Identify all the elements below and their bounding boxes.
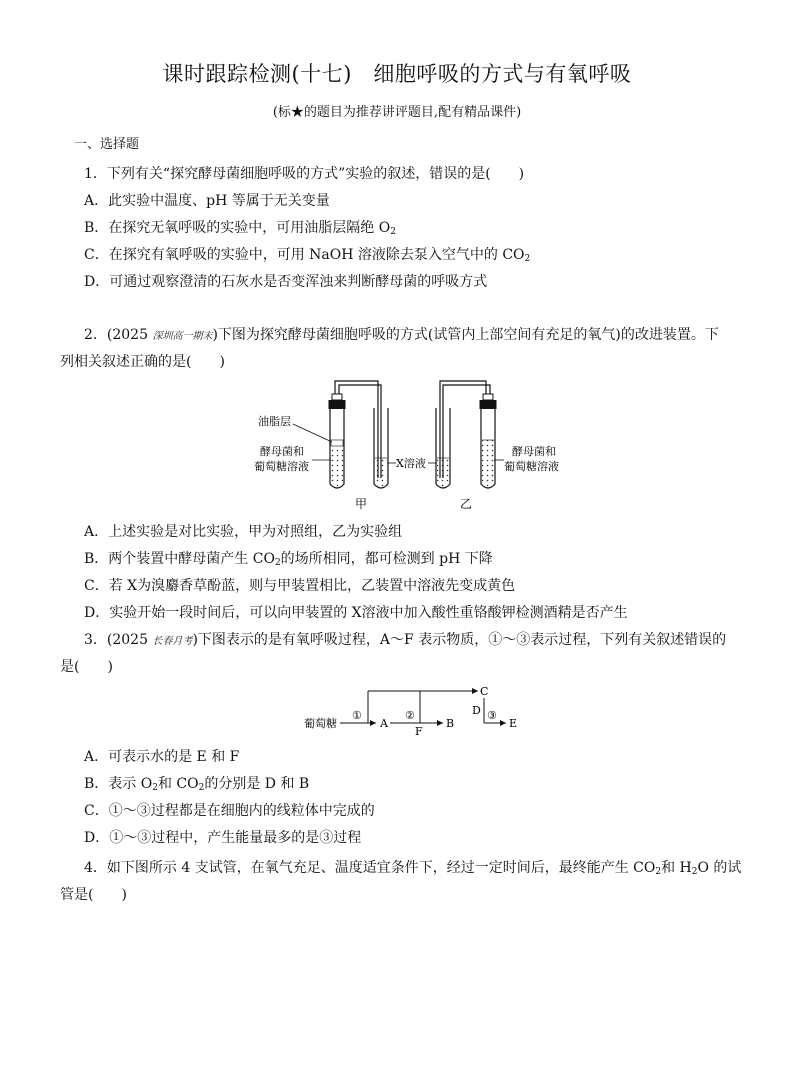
step-3-label: ③ <box>487 709 497 722</box>
glucose-label: 葡萄糖 <box>304 717 337 730</box>
substance-c-label: C <box>480 685 489 698</box>
page-subtitle: (标★的题目为推荐讲评题目,配有精品课件) <box>272 105 522 120</box>
substance-a-label: A <box>380 717 388 730</box>
q3-option-b: B．表示 $O_2$和 $CO_2$的分别是 D 和 B <box>84 776 310 793</box>
jia-yeast-tube <box>329 394 346 488</box>
q3-option-c: C．①～③过程都是在细胞内的线粒体中完成的 <box>84 803 375 819</box>
yeast-label-right-1: 酵母菌和 <box>512 445 556 458</box>
yi-yeast-tube <box>480 394 497 488</box>
q3-stem: 3．(2025 长春月考)下图表示的是有氧呼吸过程，A～F 表示物质，①～③表示过程，下列有关叙述错误的 <box>84 632 727 648</box>
x-solution-label: X溶液 <box>396 457 426 470</box>
substance-b-label: B <box>446 717 455 730</box>
q3-respiration-diagram <box>300 683 530 738</box>
step-2-label: ② <box>405 709 415 722</box>
q1-option-b: B．在探究无氧呼吸的实验中，可用油脂层隔绝 $O_2$ <box>84 220 396 237</box>
q1-option-a: A．此实验中温度、pH 等属于无关变量 <box>84 193 330 209</box>
step-1-label: ① <box>352 709 362 722</box>
yeast-label-left-2: 葡萄糖溶液 <box>254 460 309 473</box>
q2-option-d: D．实验开始一段时间后，可以向甲装置的 X溶液中加入酸性重铬酸钾检测酒精是否产生 <box>84 605 628 621</box>
q3-source: 长春月考 <box>152 636 193 647</box>
q2-apparatus-figure <box>250 378 570 513</box>
label-jia: 甲 <box>355 497 368 511</box>
oil-layer-label: 油脂层 <box>258 415 291 428</box>
section-heading: 一、选择题 <box>74 137 140 152</box>
q2-option-b: B．两个装置中酵母菌产生 $CO_2$的场所相同，都可检测到 pH 下降 <box>84 551 493 568</box>
q2-stem: 2．(2025 深圳高一期末)下图为探究酵母菌细胞呼吸的方式(试管内上部空间有充足的氧气)的改进装置。下 <box>84 327 719 343</box>
substance-e-label: E <box>509 717 518 730</box>
q3-option-a: A．可表示水的是 E 和 F <box>84 749 240 765</box>
q2-stem-line2: 列相关叙述正确的是( ) <box>60 354 225 370</box>
q2-option-c: C．若 X为溴麝香草酚蓝，则与甲装置相比，乙装置中溶液先变成黄色 <box>84 578 516 594</box>
label-yi: 乙 <box>460 497 473 511</box>
q4-stem-line2: 管是( ) <box>60 887 127 903</box>
q1-option-d: D．可通过观察澄清的石灰水是否变浑浊来判断酵母菌的呼吸方式 <box>84 274 488 290</box>
yeast-label-left-1: 酵母菌和 <box>260 445 304 458</box>
q1-stem: 1．下列有关“探究酵母菌细胞呼吸的方式”实验的叙述，错误的是( ) <box>84 166 525 182</box>
substance-d-label: D <box>472 704 481 717</box>
q1-option-c: C．在探究有氧呼吸的实验中，可用 NaOH 溶液除去泵入空气中的 $CO_2$ <box>84 247 531 264</box>
q4-stem: 4．如下图所示 4 支试管，在氧气充足、温度适宜条件下，经过一定时间后，最终能产生 $CO_2$和 $H_2O$ 的试 <box>84 860 742 877</box>
q3-option-d: D．①～③过程中，产生能量最多的是③过程 <box>84 830 362 846</box>
q2-option-a: A．上述实验是对比实验，甲为对照组，乙为实验组 <box>84 524 403 540</box>
substance-f-label: F <box>415 725 423 738</box>
yeast-label-right-2: 葡萄糖溶液 <box>504 460 559 473</box>
q2-source: 深圳高一期末 <box>152 331 213 342</box>
page-title: 课时跟踪检测(十七) 细胞呼吸的方式与有氧呼吸 <box>162 62 632 86</box>
q3-stem-line2: 是( ) <box>60 659 113 675</box>
